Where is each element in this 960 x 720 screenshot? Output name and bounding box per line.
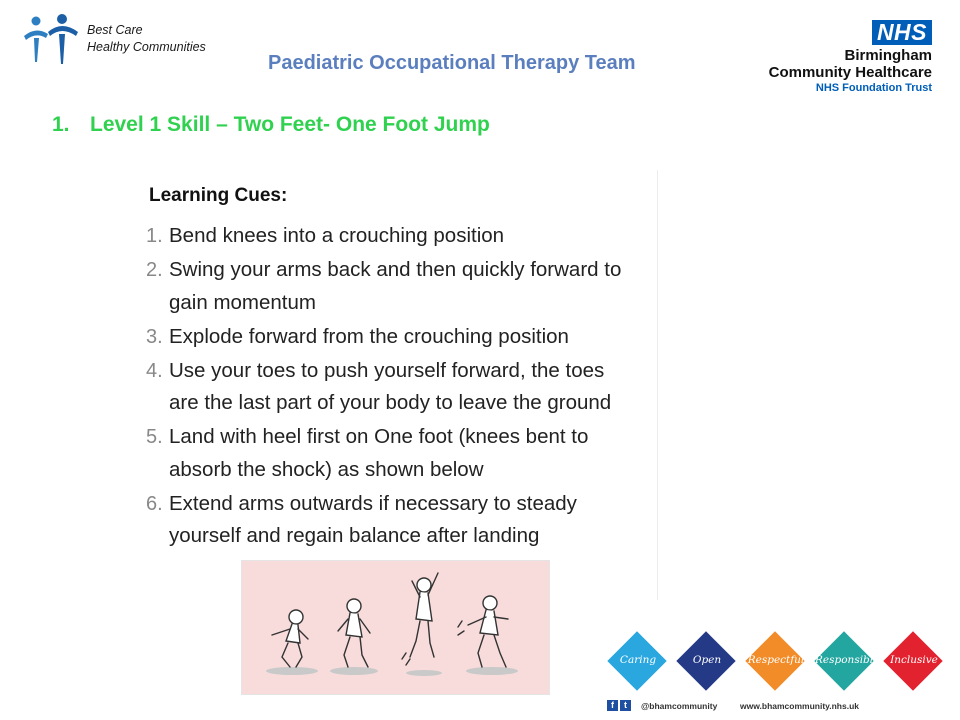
org-name-line-1: Birmingham (844, 47, 932, 64)
value-responsible (815, 632, 880, 692)
value-open (677, 632, 737, 692)
list-item (140, 254, 639, 319)
trust-name: NHS Foundation Trust (815, 82, 932, 94)
team-title: Paediatric Occupational Therapy Team (268, 52, 636, 74)
social-handle[interactable]: @bhamcommunity (641, 701, 718, 711)
cue-text: Use your toes to push yourself forward, the toes are the last part of your body to leave the ground (169, 358, 612, 414)
value-respectful (746, 632, 806, 692)
list-item (140, 421, 639, 486)
website-link[interactable]: www.bhamcommunity.nhs.uk (740, 701, 860, 711)
list-item (140, 355, 639, 420)
facebook-icon[interactable]: f (607, 700, 618, 711)
cue-text: Bend knees into a crouching position (169, 224, 505, 247)
org-name (672, 47, 932, 81)
value-caring (608, 632, 668, 692)
jumping-girl-icon (242, 561, 549, 694)
people-logo-icon (22, 12, 82, 66)
skill-title: Level 1 Skill – Two Feet- One Foot Jump (90, 113, 490, 136)
tagline-line-1: Best Care (87, 23, 143, 37)
nhs-logo (672, 20, 932, 95)
org-name-line-2: Community Healthcare (768, 64, 932, 81)
cues-title: Learning Cues: (149, 185, 288, 206)
list-item (140, 321, 639, 354)
cue-text: Land with heel first on One foot (knees bent to absorb the shock) as shown below (169, 425, 589, 481)
value-label: Open (692, 654, 722, 666)
nhs-badge: NHS (872, 20, 932, 45)
best-care-logo (22, 12, 222, 68)
value-label: Caring (619, 654, 657, 666)
skill-number: 1. (52, 113, 70, 136)
cue-list (140, 220, 639, 554)
cue-text: Explode forward from the crouching position (169, 324, 569, 348)
jump-sequence-illustration (241, 560, 550, 695)
cue-number: 1. (146, 225, 163, 247)
value-inclusive (884, 632, 944, 692)
value-label: Responsible (815, 654, 880, 666)
cue-number: 3. (146, 325, 163, 348)
list-item (140, 488, 639, 553)
cue-number: 5. (146, 426, 163, 448)
cue-text: Extend arms outwards if necessary to steady yourself and regain balance after landing (169, 491, 577, 547)
learning-cues-panel (140, 170, 658, 600)
twitter-icon[interactable]: t (620, 700, 631, 711)
cue-number: 6. (146, 492, 163, 515)
cue-number: 4. (146, 359, 163, 382)
tagline-line-2: Healthy Communities (87, 40, 206, 54)
value-label: Inclusive (890, 654, 938, 666)
cue-number: 2. (146, 259, 163, 281)
value-label: Respectful (747, 654, 805, 666)
skill-heading (52, 113, 490, 137)
trust-values (605, 632, 950, 692)
cue-text: Swing your arms back and then quickly forward to gain momentum (169, 258, 622, 314)
list-item (140, 220, 639, 253)
footer-social (607, 700, 947, 716)
tagline (87, 22, 206, 56)
